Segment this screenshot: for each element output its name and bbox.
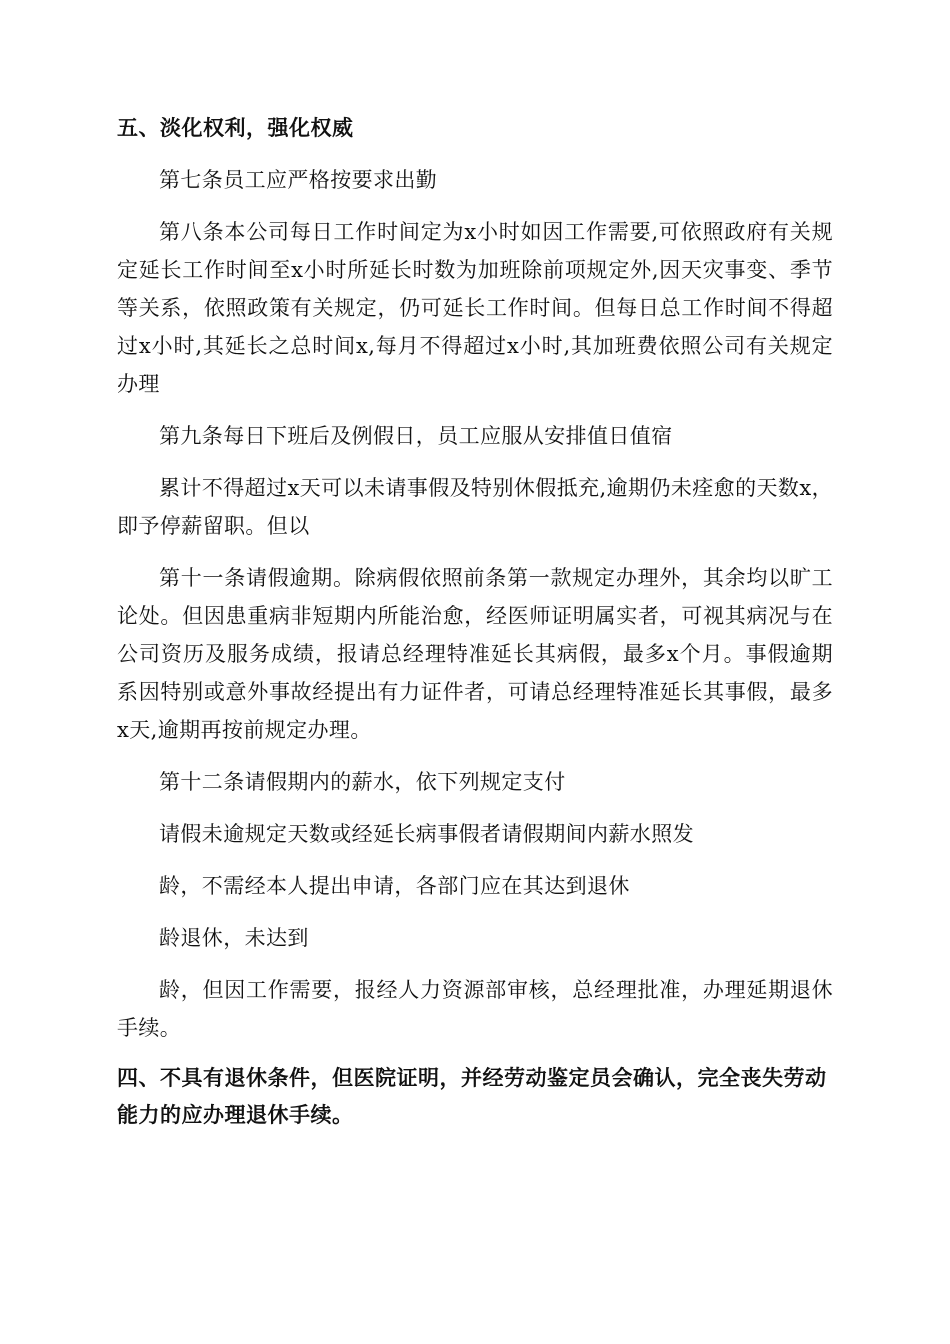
- paragraph-retirement-3: 龄，但因工作需要，报经人力资源部审核，总经理批准，办理延期退休手续。: [117, 978, 833, 1040]
- section-heading-4: 四、不具有退休条件，但医院证明，并经劳动鉴定员会确认，完全丧失劳动能力的应办理退休手续。: [117, 1066, 827, 1127]
- section-heading-5: 五、淡化权利，强化权威: [117, 116, 354, 140]
- paragraph-sick-leave: 累计不得超过x天可以未请事假及特别休假抵充,逾期仍未痊愈的天数x，即予停薪留职。但以: [117, 476, 833, 538]
- paragraph-article-9: 第九条每日下班后及例假日，员工应服从安排值日值宿: [159, 424, 673, 448]
- paragraph-article-8: 第八条本公司每日工作时间定为x小时如因工作需要,可依照政府有关规定延长工作时间至x小时所延长时数为加班除前项规定外,因天灾事变、季节等关系，依照政策有关规定，仍可延长工作时间。但每日总工作时间不得超过x小时,其延长之总时间x,每月不得超过x小时,其加班费依照公司有关规定办理: [117, 220, 833, 396]
- paragraph-retirement-2: 龄退休，未达到: [159, 926, 309, 950]
- paragraph-article-12: 第十二条请假期内的薪水，依下列规定支付: [159, 770, 566, 794]
- paragraph-article-7: 第七条员工应严格按要求出勤: [159, 168, 438, 192]
- paragraph-pay-rule: 请假未逾规定天数或经延长病事假者请假期间内薪水照发: [159, 822, 694, 846]
- paragraph-retirement-1: 龄，不需经本人提出申请，各部门应在其达到退休: [159, 874, 630, 898]
- paragraph-article-11: 第十一条请假逾期。除病假依照前条第一款规定办理外，其余均以旷工论处。但因患重病非短期内所能治愈，经医师证明属实者，可视其病况与在公司资历及服务成绩，报请总经理特准延长其病假，最多x个月。事假逾期系因特别或意外事故经提出有力证件者，可请总经理特准延长其事假，最多x天,逾期再按前规定办理。: [117, 566, 833, 742]
- document-page: [117, 110, 833, 1134]
